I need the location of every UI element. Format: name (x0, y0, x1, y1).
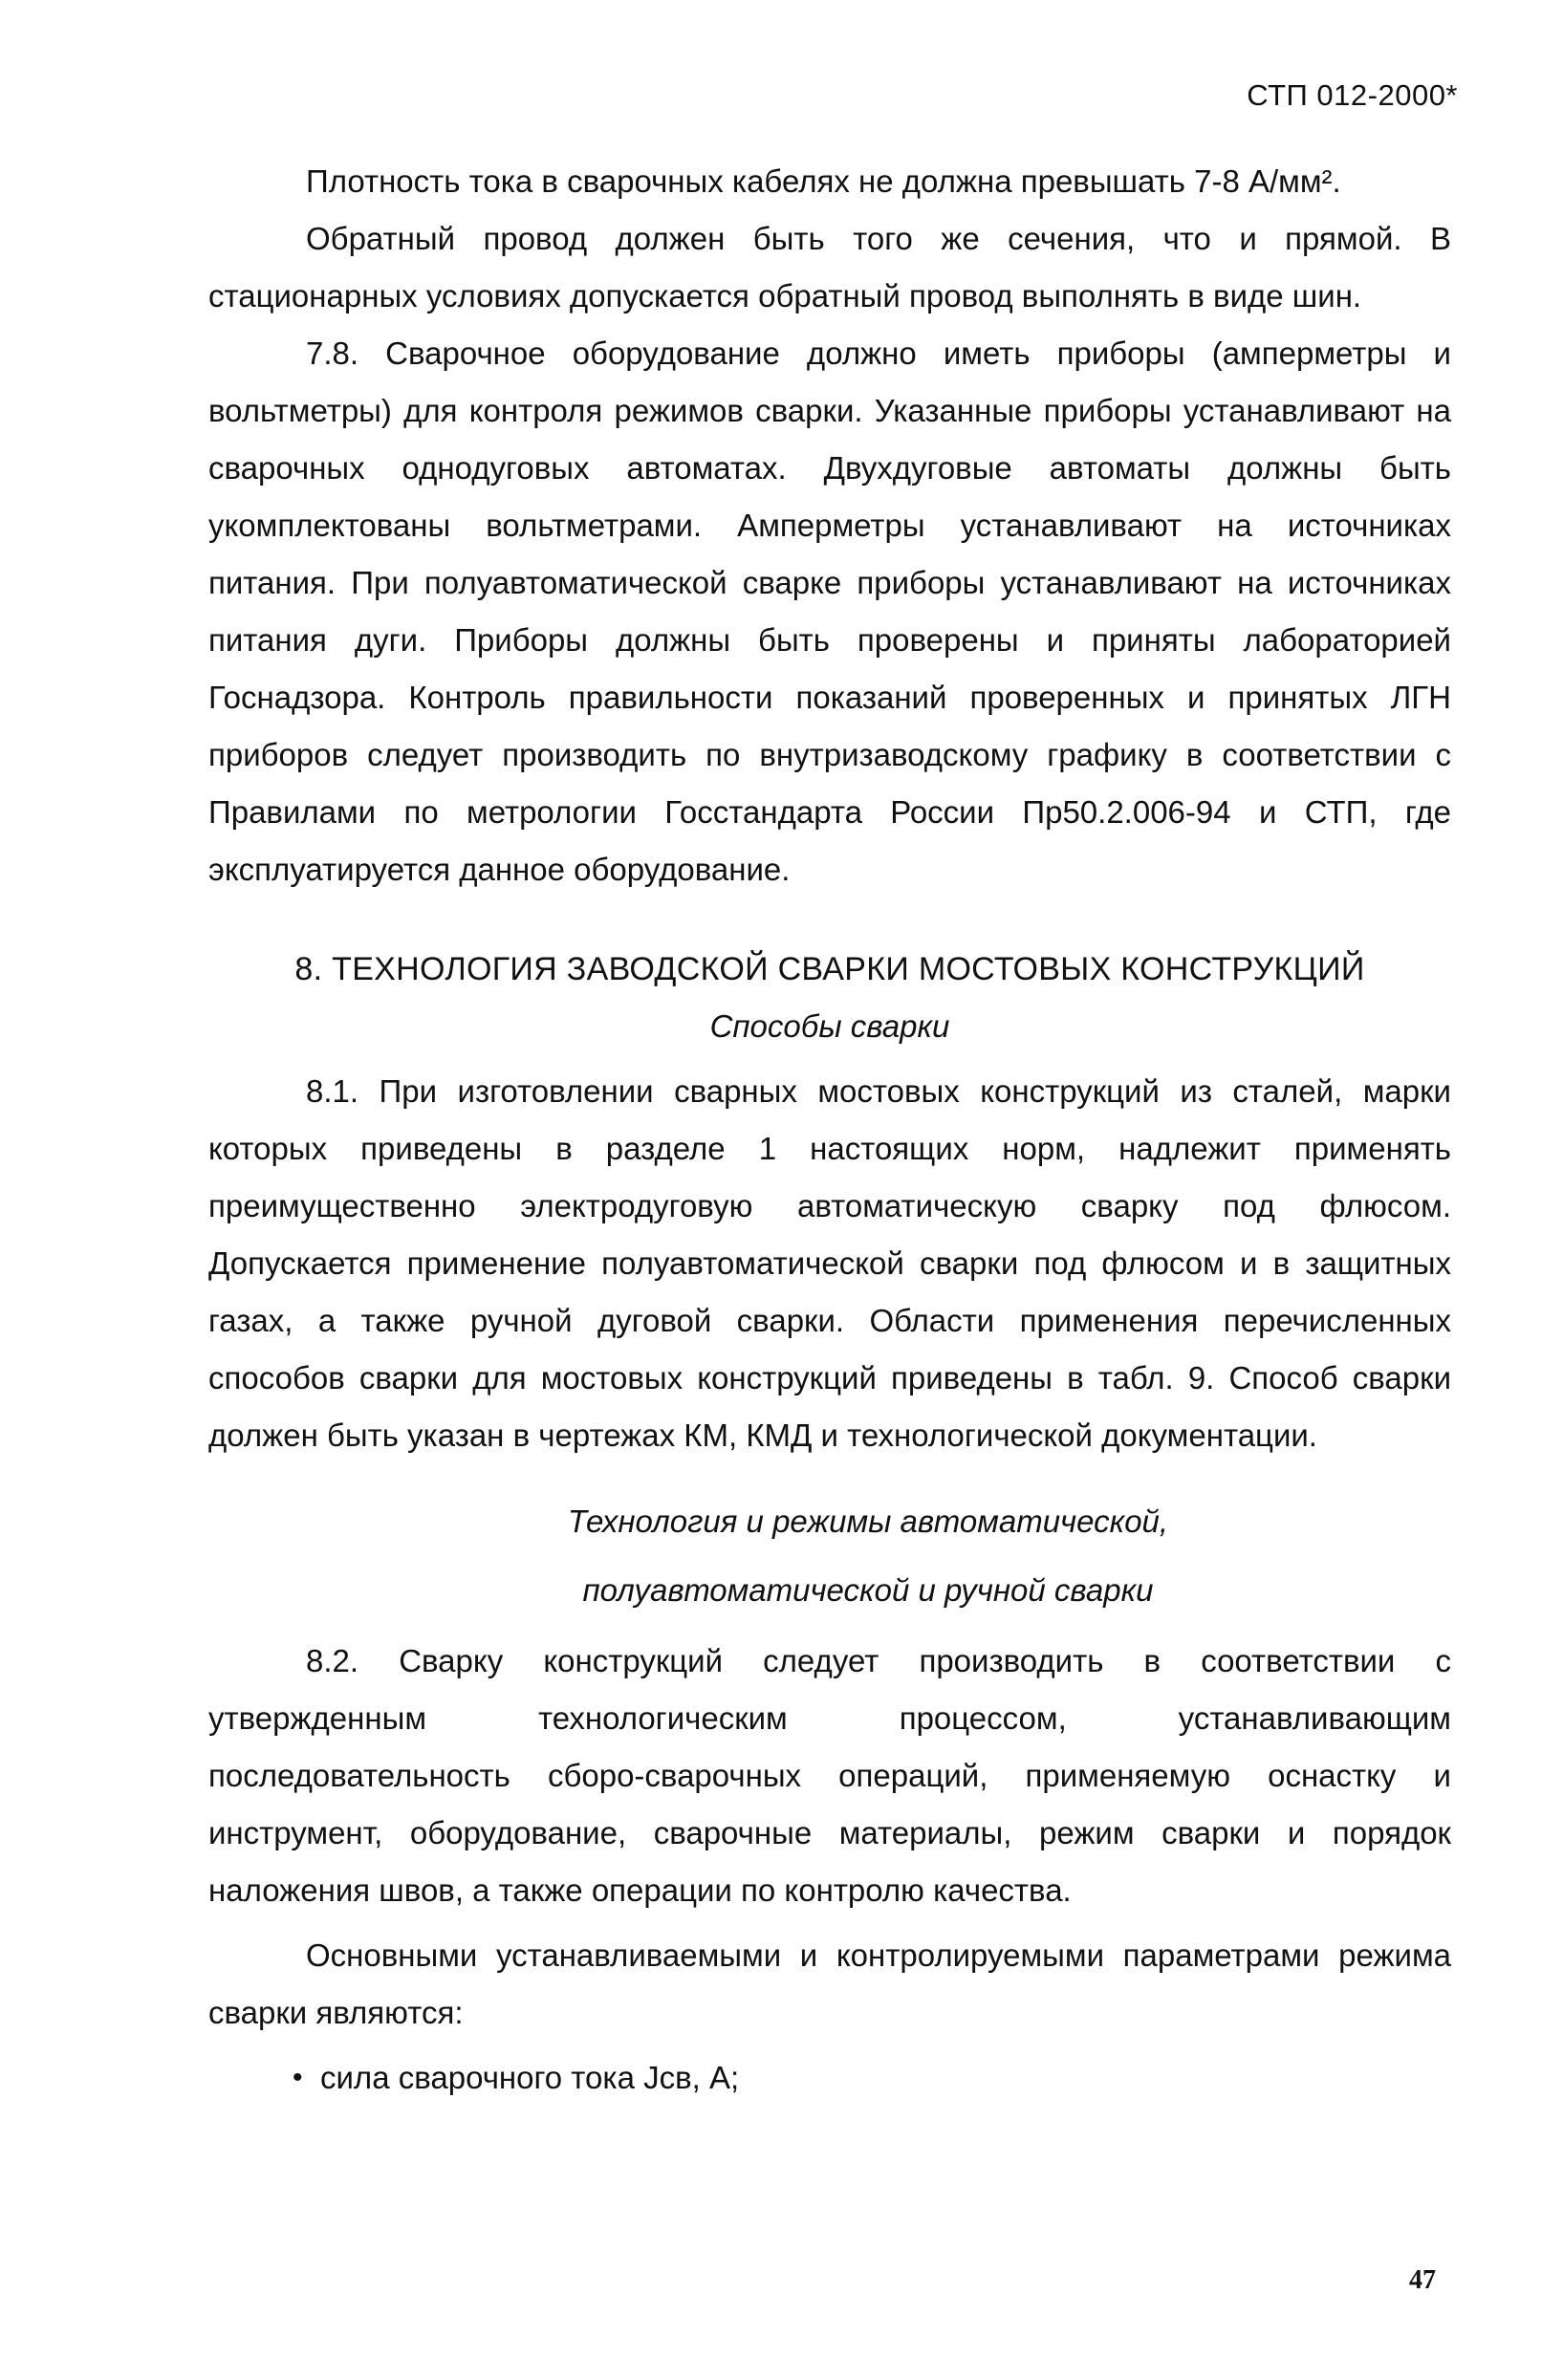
paragraph-main-parameters: Основными устанавливаемыми и контролируемыми параметрами режима сварки являются: (208, 1937, 1451, 2030)
spacer (208, 1055, 1451, 1063)
paragraph-8-1: 8.1. При изготовлении сварных мостовых конструкций из сталей, марки которых приведены в разделе 1 настоящих норм, надлежит применять преимущественно электродуговую автоматическую сварку под флюсом. Допускается применение полуавтоматической сварки под флюсом и в защитных газах, а также ручной дуговой сварки. Области применения перечисленных способов сварки для мостовых конструкций приведены в табл. 9. Способ сварки должен быть указан в чертежах КМ, КМД и технологической документации. (208, 1073, 1451, 1453)
spacer (208, 1919, 1451, 1927)
bullet-icon: • (293, 2062, 303, 2093)
list-item (208, 2049, 1451, 2107)
subtitle-technology-line-1: Технология и режимы автоматической, (567, 1504, 1169, 1539)
spacer (208, 898, 1451, 941)
paragraph-7-8: 7.8. Сварочное оборудование должно иметь приборы (амперметры и вольтметры) для контроля режимов сварки. Указанные приборы устанавливают на сварочных однодуговых автоматах. Двухдуговые автоматы должны быть укомплектованы вольтметрами. Амперметры устанавливают на источниках питания. При полуавтоматической сварке приборы устанавливают на источниках питания дуги. Приборы должны быть проверены и приняты лабораторией Госнадзора. Контроль правильности показаний проверенных и принятых ЛГН приборов следует производить по внутризаводскому графику в соответствии с Правилами по метрологии Госстандарта России Пр50.2.006-94 и СТП, где эксплуатируется данное оборудование. (208, 335, 1451, 887)
subtitle-technology-line-2: полуавтоматической и ручной сварки (582, 1572, 1154, 1608)
document-code: СТП 012-2000* (1247, 78, 1458, 112)
subtitle-welding-methods: Способы сварки (709, 1008, 950, 1044)
section-8-title: 8. ТЕХНОЛОГИЯ ЗАВОДСКОЙ СВАРКИ МОСТОВЫХ КОНСТРУКЦИЙ (294, 951, 1365, 987)
paragraph-8-2: 8.2. Сварку конструкций следует производить в соответствии с утвержденным технологическим процессом, устанавливающим последовательность сборо-сварочных операций, применяемую оснастку и инструмент, оборудование, сварочные материалы, режим сварки и порядок наложения швов, а также операции по контролю качества. (208, 1643, 1451, 1908)
page-content (208, 153, 1451, 2107)
page-number: 47 (1409, 2265, 1436, 2295)
list-item-text: сила сварочного тока Jсв, А; (320, 2060, 740, 2095)
spacer (208, 1464, 1451, 1487)
spacer (208, 1625, 1451, 1633)
spacer (208, 2042, 1451, 2049)
paragraph-current-density: Плотность тока в сварочных кабелях не должна превышать 7-8 А/мм². (306, 163, 1341, 199)
paragraph-return-wire: Обратный провод должен быть того же сечения, что и прямой. В стационарных условиях допускается обратный провод выполнять в виде шин. (208, 221, 1451, 314)
